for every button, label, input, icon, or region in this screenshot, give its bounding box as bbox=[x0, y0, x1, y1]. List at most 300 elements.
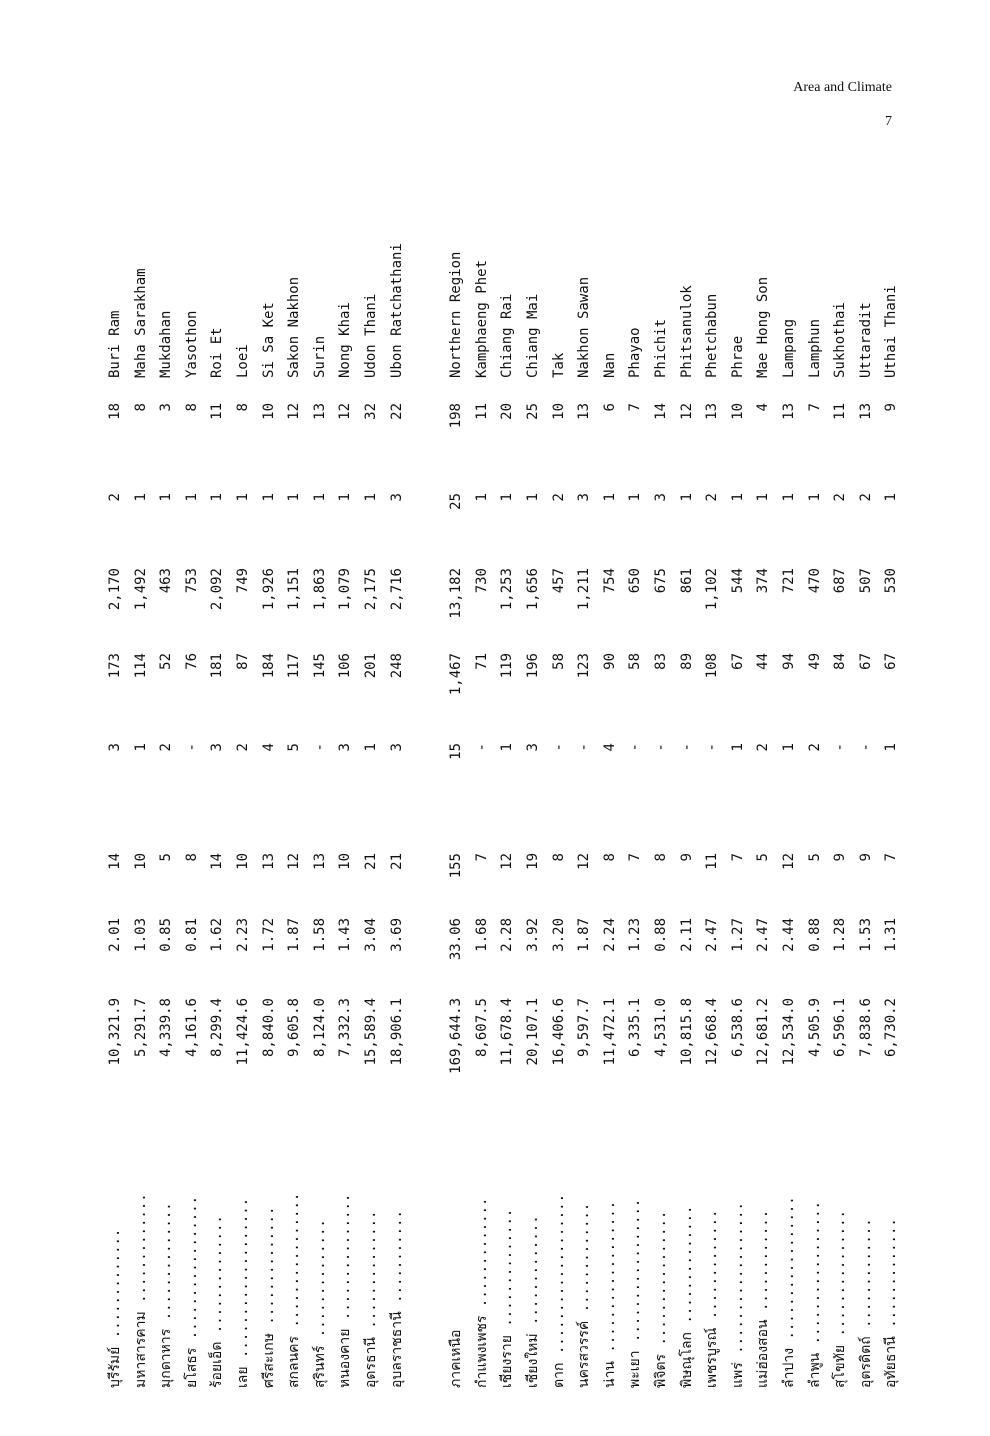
tambon-count: 196 bbox=[525, 653, 541, 679]
sanitary-district-count: 18 bbox=[107, 403, 123, 420]
sanitary-district-count: 7 bbox=[806, 403, 823, 412]
municipality-count: 1 bbox=[525, 493, 541, 502]
area-sq-km: 4,161.6 bbox=[183, 998, 200, 1058]
amphoe-count: 8 bbox=[550, 853, 567, 862]
area-sq-km: 9,605.8 bbox=[286, 998, 303, 1058]
area-sq-km: 8,299.4 bbox=[209, 998, 226, 1058]
province-thai: เชียงราย .............. bbox=[499, 1208, 516, 1388]
province-english: Nong Khai bbox=[337, 302, 354, 378]
province-english: Phitsanulok bbox=[678, 285, 695, 378]
municipality-count: 1 bbox=[781, 493, 797, 502]
sanitary-district-count: 9 bbox=[883, 403, 900, 412]
running-header: Area and Climate bbox=[793, 80, 892, 95]
province-english: Nan bbox=[601, 352, 618, 378]
area-percent: 1.87 bbox=[576, 918, 593, 952]
sanitary-district-count: 10 bbox=[260, 403, 277, 420]
table-row bbox=[232, 208, 254, 1388]
king-amphoe-count: 5 bbox=[286, 743, 303, 752]
tambon-count: 1,467 bbox=[448, 653, 465, 696]
table-row bbox=[804, 208, 826, 1388]
table-row bbox=[829, 208, 851, 1388]
area-percent: 0.88 bbox=[806, 918, 823, 952]
sanitary-district-count: 32 bbox=[363, 403, 379, 420]
area-percent: 3.69 bbox=[388, 918, 405, 952]
tambon-count: 117 bbox=[286, 653, 303, 679]
region-row bbox=[445, 208, 467, 1388]
province-thai: พะเยา ................. bbox=[627, 1198, 644, 1388]
province-thai: มหาสารคาม ............. bbox=[132, 1193, 149, 1388]
village-count: 2,716 bbox=[388, 568, 405, 611]
area-percent: 2.47 bbox=[755, 918, 772, 952]
area-percent: 1.31 bbox=[883, 918, 900, 952]
village-count: 650 bbox=[627, 568, 644, 594]
province-english: Buri Ram bbox=[107, 310, 123, 378]
area-sq-km: 15,589.4 bbox=[363, 998, 379, 1066]
municipality-count: 1 bbox=[755, 493, 772, 502]
area-sq-km: 169,644.3 bbox=[448, 998, 465, 1074]
municipality-count: 1 bbox=[883, 493, 900, 502]
area-sq-km: 20,107.1 bbox=[525, 998, 541, 1066]
village-count: 457 bbox=[550, 568, 567, 594]
province-english: Chiang Mai bbox=[525, 293, 541, 378]
province-thai: เพชรบูรณ์ ............. bbox=[704, 1209, 721, 1388]
area-sq-km: 6,730.2 bbox=[883, 998, 900, 1058]
province-thai: บุรีรัมย์ ............. bbox=[107, 1228, 123, 1388]
amphoe-count: 21 bbox=[363, 853, 379, 870]
tambon-count: 94 bbox=[781, 653, 797, 670]
table-row bbox=[206, 208, 228, 1388]
area-sq-km: 12,681.2 bbox=[755, 998, 772, 1066]
municipality-count: 1 bbox=[473, 493, 490, 502]
king-amphoe-count: 1 bbox=[781, 743, 797, 752]
village-count: 1,253 bbox=[499, 568, 516, 611]
area-percent: 1.72 bbox=[260, 918, 277, 952]
area-percent: 2.23 bbox=[235, 918, 251, 952]
province-english: Ubon Ratchathani bbox=[388, 243, 405, 378]
village-count: 13,182 bbox=[448, 568, 465, 619]
king-amphoe-count: - bbox=[311, 743, 328, 752]
table-row bbox=[104, 208, 126, 1388]
province-english: Phichit bbox=[653, 318, 669, 378]
municipality-count: 3 bbox=[653, 493, 669, 502]
area-sq-km: 11,424.6 bbox=[235, 998, 251, 1066]
sanitary-district-count: 22 bbox=[388, 403, 405, 420]
amphoe-count: 5 bbox=[806, 853, 823, 862]
sanitary-district-count: 20 bbox=[499, 403, 516, 420]
amphoe-count: 7 bbox=[883, 853, 900, 862]
amphoe-count: 7 bbox=[729, 853, 746, 862]
sanitary-district-count: 8 bbox=[132, 403, 149, 412]
province-english: Lampang bbox=[781, 318, 797, 378]
village-count: 470 bbox=[806, 568, 823, 594]
sanitary-district-count: 10 bbox=[550, 403, 567, 420]
tambon-count: 123 bbox=[576, 653, 593, 679]
table-row bbox=[650, 208, 672, 1388]
area-sq-km: 6,335.1 bbox=[627, 998, 644, 1058]
province-english: Northern Region bbox=[448, 251, 465, 378]
area-sq-km: 6,596.1 bbox=[832, 998, 849, 1058]
amphoe-count: 10 bbox=[337, 853, 354, 870]
sanitary-district-count: 8 bbox=[235, 403, 251, 412]
area-sq-km: 6,538.6 bbox=[729, 998, 746, 1058]
sanitary-district-count: 3 bbox=[158, 403, 175, 412]
province-thai: ลำปาง ................. bbox=[781, 1196, 797, 1388]
king-amphoe-count: 1 bbox=[499, 743, 516, 752]
province-thai: พิจิตร ................ bbox=[653, 1210, 669, 1388]
village-count: 530 bbox=[883, 568, 900, 594]
province-english: Kamphaeng Phet bbox=[473, 259, 490, 378]
municipality-count: 3 bbox=[576, 493, 593, 502]
tambon-count: 44 bbox=[755, 653, 772, 670]
municipality-count: 1 bbox=[260, 493, 277, 502]
municipality-count: 2 bbox=[107, 493, 123, 502]
king-amphoe-count: 2 bbox=[158, 743, 175, 752]
table-row bbox=[548, 208, 570, 1388]
village-count: 861 bbox=[678, 568, 695, 594]
amphoe-count: 9 bbox=[857, 853, 874, 862]
tambon-count: 76 bbox=[183, 653, 200, 670]
village-count: 687 bbox=[832, 568, 849, 594]
province-english: Phrae bbox=[729, 335, 746, 378]
table-row bbox=[599, 208, 621, 1388]
tambon-count: 145 bbox=[311, 653, 328, 679]
table-row bbox=[309, 208, 331, 1388]
amphoe-count: 19 bbox=[525, 853, 541, 870]
amphoe-count: 12 bbox=[499, 853, 516, 870]
tambon-count: 71 bbox=[473, 653, 490, 670]
province-english: Chiang Rai bbox=[499, 293, 516, 378]
area-percent: 2.44 bbox=[781, 918, 797, 952]
province-english: Uthai Thani bbox=[883, 285, 900, 378]
table-row bbox=[386, 208, 408, 1388]
amphoe-count: 155 bbox=[448, 853, 465, 879]
tambon-count: 58 bbox=[550, 653, 567, 670]
area-sq-km: 11,678.4 bbox=[499, 998, 516, 1066]
king-amphoe-count: - bbox=[627, 743, 644, 752]
amphoe-count: 13 bbox=[260, 853, 277, 870]
amphoe-count: 8 bbox=[183, 853, 200, 862]
area-sq-km: 5,291.7 bbox=[132, 998, 149, 1058]
area-percent: 33.06 bbox=[448, 918, 465, 961]
area-sq-km: 7,838.6 bbox=[857, 998, 874, 1058]
king-amphoe-count: - bbox=[653, 743, 669, 752]
sanitary-district-count: 4 bbox=[755, 403, 772, 412]
king-amphoe-count: 1 bbox=[132, 743, 149, 752]
page-number: 7 bbox=[885, 114, 892, 129]
area-sq-km: 4,339.8 bbox=[158, 998, 175, 1058]
municipality-count: 1 bbox=[678, 493, 695, 502]
table-row bbox=[778, 208, 800, 1388]
amphoe-count: 14 bbox=[209, 853, 226, 870]
sanitary-district-count: 11 bbox=[832, 403, 849, 420]
village-count: 544 bbox=[729, 568, 746, 594]
table-row bbox=[624, 208, 646, 1388]
table-row bbox=[360, 208, 382, 1388]
sanitary-district-count: 25 bbox=[525, 403, 541, 420]
area-sq-km: 16,406.6 bbox=[550, 998, 567, 1066]
province-english: Surin bbox=[311, 335, 328, 378]
province-english: Si Sa Ket bbox=[260, 302, 277, 378]
statistics-table bbox=[100, 208, 900, 1388]
municipality-count: 1 bbox=[183, 493, 200, 502]
tambon-count: 52 bbox=[158, 653, 175, 670]
tambon-count: 67 bbox=[857, 653, 874, 670]
sanitary-district-count: 8 bbox=[183, 403, 200, 412]
area-percent: 1.87 bbox=[286, 918, 303, 952]
area-percent: 1.62 bbox=[209, 918, 226, 952]
area-sq-km: 11,472.1 bbox=[601, 998, 618, 1066]
province-english: Nakhon Sawan bbox=[576, 276, 593, 378]
king-amphoe-count: 1 bbox=[729, 743, 746, 752]
sanitary-district-count: 198 bbox=[448, 403, 465, 429]
amphoe-count: 5 bbox=[755, 853, 772, 862]
village-count: 1,102 bbox=[704, 568, 721, 611]
province-thai: อุทัยธานี ............. bbox=[883, 1218, 900, 1388]
municipality-count: 1 bbox=[729, 493, 746, 502]
province-english: Roi Et bbox=[209, 327, 226, 378]
tambon-count: 184 bbox=[260, 653, 277, 679]
tambon-count: 90 bbox=[601, 653, 618, 670]
area-percent: 1.27 bbox=[729, 918, 746, 952]
tambon-count: 67 bbox=[883, 653, 900, 670]
area-sq-km: 4,505.9 bbox=[806, 998, 823, 1058]
village-count: 1,151 bbox=[286, 568, 303, 611]
king-amphoe-count: 15 bbox=[448, 743, 465, 760]
king-amphoe-count: 3 bbox=[388, 743, 405, 752]
municipality-count: 3 bbox=[388, 493, 405, 502]
amphoe-count: 7 bbox=[473, 853, 490, 862]
village-count: 1,492 bbox=[132, 568, 149, 611]
sanitary-district-count: 12 bbox=[286, 403, 303, 420]
king-amphoe-count: - bbox=[550, 743, 567, 752]
king-amphoe-count: - bbox=[857, 743, 874, 752]
area-percent: 1.28 bbox=[832, 918, 849, 952]
area-percent: 2.01 bbox=[107, 918, 123, 952]
village-count: 754 bbox=[601, 568, 618, 594]
tambon-count: 84 bbox=[832, 653, 849, 670]
king-amphoe-count: 4 bbox=[260, 743, 277, 752]
area-percent: 2.24 bbox=[601, 918, 618, 952]
area-percent: 1.43 bbox=[337, 918, 354, 952]
king-amphoe-count: 2 bbox=[755, 743, 772, 752]
amphoe-count: 12 bbox=[286, 853, 303, 870]
area-percent: 2.11 bbox=[678, 918, 695, 952]
province-english: Lamphun bbox=[806, 318, 823, 378]
province-thai: ศรีสะเกษ .............. bbox=[260, 1206, 277, 1388]
king-amphoe-count: 1 bbox=[883, 743, 900, 752]
table-row bbox=[880, 208, 902, 1388]
table-row bbox=[496, 208, 518, 1388]
area-sq-km: 10,815.8 bbox=[678, 998, 695, 1066]
king-amphoe-count: - bbox=[704, 743, 721, 752]
province-thai: อุดรธานี .............. bbox=[363, 1210, 379, 1388]
sanitary-district-count: 14 bbox=[653, 403, 669, 420]
province-thai: ตาก ................... bbox=[550, 1193, 567, 1388]
table-row bbox=[283, 208, 305, 1388]
province-thai: เชียงใหม่ ............. bbox=[525, 1215, 541, 1388]
area-sq-km: 8,124.0 bbox=[311, 998, 328, 1058]
amphoe-count: 10 bbox=[132, 853, 149, 870]
sanitary-district-count: 6 bbox=[601, 403, 618, 412]
amphoe-count: 21 bbox=[388, 853, 405, 870]
province-thai: น่าน .................. bbox=[601, 1200, 618, 1388]
province-thai: ลำพูน ................. bbox=[806, 1201, 823, 1388]
village-count: 2,170 bbox=[107, 568, 123, 611]
area-percent: 2.28 bbox=[499, 918, 516, 952]
province-english: Loei bbox=[235, 344, 251, 378]
table-row bbox=[752, 208, 774, 1388]
tambon-count: 58 bbox=[627, 653, 644, 670]
sanitary-district-count: 7 bbox=[627, 403, 644, 412]
amphoe-count: 12 bbox=[576, 853, 593, 870]
province-english: Tak bbox=[550, 352, 567, 378]
province-thai: สุโขทัย ............... bbox=[832, 1210, 849, 1388]
province-english: Mukdahan bbox=[158, 310, 175, 378]
province-thai: แพร่ .................. bbox=[729, 1202, 746, 1388]
municipality-count: 1 bbox=[337, 493, 354, 502]
table-row bbox=[155, 208, 177, 1388]
village-count: 374 bbox=[755, 568, 772, 594]
table-row bbox=[334, 208, 356, 1388]
municipality-count: 1 bbox=[311, 493, 328, 502]
sanitary-district-count: 12 bbox=[678, 403, 695, 420]
area-sq-km: 10,321.9 bbox=[107, 998, 123, 1066]
province-english: Maha Sarakham bbox=[132, 268, 149, 378]
province-thai: พิษณุโลก .............. bbox=[678, 1205, 695, 1388]
municipality-count: 1 bbox=[132, 493, 149, 502]
area-percent: 1.68 bbox=[473, 918, 490, 952]
table-row bbox=[522, 208, 544, 1388]
king-amphoe-count: 1 bbox=[363, 743, 379, 752]
tambon-count: 87 bbox=[235, 653, 251, 670]
sanitary-district-count: 13 bbox=[704, 403, 721, 420]
province-thai: สกลนคร ................ bbox=[286, 1192, 303, 1388]
tambon-count: 49 bbox=[806, 653, 823, 670]
sanitary-district-count: 13 bbox=[781, 403, 797, 420]
table-row bbox=[181, 208, 203, 1388]
area-sq-km: 12,534.0 bbox=[781, 998, 797, 1066]
area-sq-km: 8,840.0 bbox=[260, 998, 277, 1058]
village-count: 675 bbox=[653, 568, 669, 594]
area-percent: 0.81 bbox=[183, 918, 200, 952]
province-thai: แม่ฮ่องสอน ............ bbox=[755, 1209, 772, 1388]
table-row bbox=[727, 208, 749, 1388]
province-english: Udon Thani bbox=[363, 293, 379, 378]
sanitary-district-count: 13 bbox=[311, 403, 328, 420]
king-amphoe-count: 2 bbox=[806, 743, 823, 752]
province-thai: อุบลราชธานี ........... bbox=[388, 1210, 405, 1388]
sanitary-district-count: 11 bbox=[209, 403, 226, 420]
province-english: Mae Hong Son bbox=[755, 276, 772, 378]
village-count: 753 bbox=[183, 568, 200, 594]
area-sq-km: 7,332.3 bbox=[337, 998, 354, 1058]
province-thai: สุรินทร์ .............. bbox=[311, 1219, 328, 1388]
municipality-count: 1 bbox=[806, 493, 823, 502]
sanitary-district-count: 13 bbox=[857, 403, 874, 420]
tambon-count: 201 bbox=[363, 653, 379, 679]
municipality-count: 1 bbox=[363, 493, 379, 502]
amphoe-count: 13 bbox=[311, 853, 328, 870]
village-count: 1,079 bbox=[337, 568, 354, 611]
municipality-count: 1 bbox=[158, 493, 175, 502]
village-count: 2,092 bbox=[209, 568, 226, 611]
area-sq-km: 18,906.1 bbox=[388, 998, 405, 1066]
sanitary-district-count: 10 bbox=[729, 403, 746, 420]
tambon-count: 181 bbox=[209, 653, 226, 679]
amphoe-count: 8 bbox=[653, 853, 669, 862]
province-english: Sukhothai bbox=[832, 302, 849, 378]
king-amphoe-count: 3 bbox=[337, 743, 354, 752]
province-english: Sakon Nakhon bbox=[286, 276, 303, 378]
municipality-count: 2 bbox=[704, 493, 721, 502]
table-row bbox=[855, 208, 877, 1388]
amphoe-count: 11 bbox=[704, 853, 721, 870]
province-thai: นครสวรรค์ ............. bbox=[576, 1202, 593, 1388]
table-row bbox=[471, 208, 493, 1388]
tambon-count: 173 bbox=[107, 653, 123, 679]
king-amphoe-count: 3 bbox=[525, 743, 541, 752]
village-count: 507 bbox=[857, 568, 874, 594]
province-english: Uttaradit bbox=[857, 302, 874, 378]
province-thai: หนองคาย ............... bbox=[337, 1193, 354, 1388]
province-thai: กำแพงเพชร ............. bbox=[473, 1197, 490, 1388]
table-row bbox=[676, 208, 698, 1388]
sanitary-district-count: 13 bbox=[576, 403, 593, 420]
village-count: 1,926 bbox=[260, 568, 277, 611]
tambon-count: 114 bbox=[132, 653, 149, 679]
king-amphoe-count: 3 bbox=[107, 743, 123, 752]
sanitary-district-count: 11 bbox=[473, 403, 490, 420]
king-amphoe-count: 4 bbox=[601, 743, 618, 752]
village-count: 1,863 bbox=[311, 568, 328, 611]
municipality-count: 1 bbox=[286, 493, 303, 502]
table-row bbox=[573, 208, 595, 1388]
king-amphoe-count: 2 bbox=[235, 743, 251, 752]
area-sq-km: 4,531.0 bbox=[653, 998, 669, 1058]
province-thai: ร้อยเอ็ด .............. bbox=[209, 1215, 226, 1388]
province-english: Phayao bbox=[627, 327, 644, 378]
area-sq-km: 8,607.5 bbox=[473, 998, 490, 1058]
king-amphoe-count: - bbox=[183, 743, 200, 752]
municipality-count: 2 bbox=[832, 493, 849, 502]
amphoe-count: 12 bbox=[781, 853, 797, 870]
area-percent: 1.53 bbox=[857, 918, 874, 952]
amphoe-count: 7 bbox=[627, 853, 644, 862]
amphoe-count: 10 bbox=[235, 853, 251, 870]
tambon-count: 119 bbox=[499, 653, 516, 679]
area-percent: 1.03 bbox=[132, 918, 149, 952]
village-count: 1,656 bbox=[525, 568, 541, 611]
table-row bbox=[701, 208, 723, 1388]
municipality-count: 1 bbox=[499, 493, 516, 502]
table-row bbox=[258, 208, 280, 1388]
area-percent: 0.88 bbox=[653, 918, 669, 952]
amphoe-count: 8 bbox=[601, 853, 618, 862]
village-count: 749 bbox=[235, 568, 251, 594]
area-percent: 3.20 bbox=[550, 918, 567, 952]
area-sq-km: 12,668.4 bbox=[704, 998, 721, 1066]
amphoe-count: 14 bbox=[107, 853, 123, 870]
tambon-count: 67 bbox=[729, 653, 746, 670]
municipality-count: 2 bbox=[857, 493, 874, 502]
tambon-count: 83 bbox=[653, 653, 669, 670]
village-count: 721 bbox=[781, 568, 797, 594]
sanitary-district-count: 12 bbox=[337, 403, 354, 420]
tambon-count: 106 bbox=[337, 653, 354, 679]
king-amphoe-count: - bbox=[832, 743, 849, 752]
area-percent: 0.85 bbox=[158, 918, 175, 952]
area-percent: 1.58 bbox=[311, 918, 328, 952]
